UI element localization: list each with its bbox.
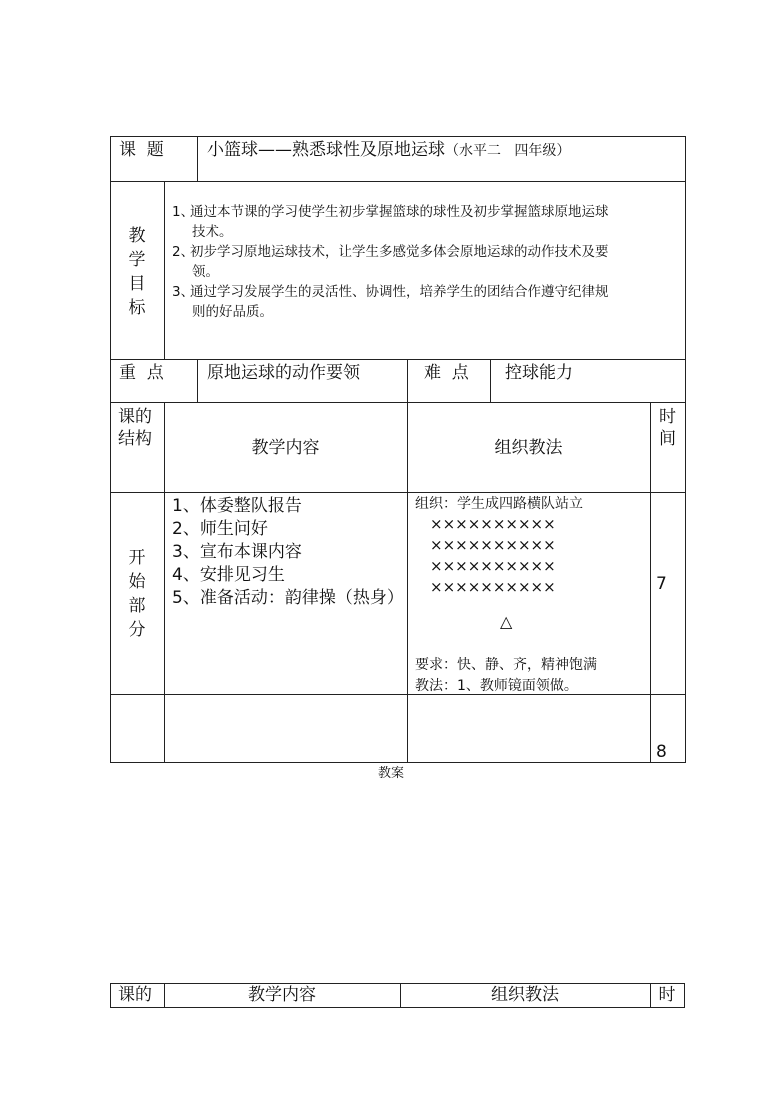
goals-label <box>110 224 164 320</box>
goal-text: 初步学习原地运球技术，让学生多感觉多体会原地运球的动作技术及要 <box>190 244 609 260</box>
difficulty-label: 难 点 <box>424 363 469 383</box>
goals-label-char: 学 <box>128 250 146 270</box>
list-item: 3、宣布本课内容 <box>172 542 302 562</box>
topic-title: 小篮球——熟悉球性及原地运球 <box>207 140 445 160</box>
goal-item: 2、初步学习原地运球技术，让学生多感觉多体会原地运球的动作技术及要 领。 <box>172 242 682 282</box>
structure-header: 课的 结构 <box>118 407 152 449</box>
topic-value <box>207 139 570 161</box>
formation-diagram <box>430 514 556 598</box>
time-header: 时 间 <box>659 407 676 449</box>
requirement-text: 要求：快、静、齐，精神饱满 <box>415 657 597 673</box>
topic-label: 课 题 <box>119 140 164 160</box>
content-header: 教学内容 <box>251 438 320 458</box>
formation-row: ×××××××××× <box>430 557 556 575</box>
goal-item: 1、通过本节课的学习使学生初步掌握篮球的球性及初步掌握篮球原地运球 技术。 <box>172 202 682 242</box>
goal-text-cont: 技术。 <box>192 224 233 240</box>
teacher-triangle-icon: △ <box>500 612 513 631</box>
key-point-label: 重 点 <box>119 363 164 383</box>
start-time-value: 7 <box>656 574 667 594</box>
list-item: 1、体委整队报告 <box>172 496 302 516</box>
goal-text: 通过本节课的学习使学生初步掌握篮球的球性及初步掌握篮球原地运球 <box>190 204 609 220</box>
formation-row: ×××××××××× <box>430 536 556 554</box>
difficulty-value: 控球能力 <box>505 363 573 383</box>
method-note: 教法：1、教师镜面领做。 <box>415 678 578 694</box>
footer-label: 教案 <box>378 766 405 781</box>
goals-label-char: 标 <box>128 298 146 318</box>
goal-text-cont: 则的好品质。 <box>192 304 273 320</box>
start-content-list <box>172 495 404 610</box>
goals-label-char: 目 <box>128 274 146 294</box>
formation-row: ×××××××××× <box>430 578 556 596</box>
formation-row: ×××××××××× <box>430 515 556 533</box>
list-item: 4、安排见习生 <box>172 565 285 585</box>
method-header-2: 组织教法 <box>491 985 559 1005</box>
time-header-2: 时 <box>658 985 676 1005</box>
list-item: 5、准备活动：韵律操（热身） <box>172 588 404 608</box>
goal-text: 通过学习发展学生的灵活性、协调性，培养学生的团结合作遵守纪律规 <box>190 284 609 300</box>
goal-item: 3、通过学习发展学生的灵活性、协调性，培养学生的团结合作遵守纪律规 则的好品质。 <box>172 282 682 322</box>
list-item: 2、师生问好 <box>172 519 268 539</box>
next-row-time-value: 8 <box>656 742 667 762</box>
topic-level: （水平二 四年级） <box>445 143 571 159</box>
start-section-label: 开 始 部 分 <box>128 548 146 640</box>
key-point-value: 原地运球的动作要领 <box>207 363 360 383</box>
method-header: 组织教法 <box>494 438 563 458</box>
structure-header-2: 课的 <box>118 985 152 1005</box>
content-header-2: 教学内容 <box>248 985 316 1005</box>
goals-label-char: 教 <box>128 226 146 246</box>
goal-text-cont: 领。 <box>192 264 219 280</box>
goals-list <box>172 202 682 322</box>
organization-title: 组织：学生成四路横队站立 <box>415 496 583 512</box>
